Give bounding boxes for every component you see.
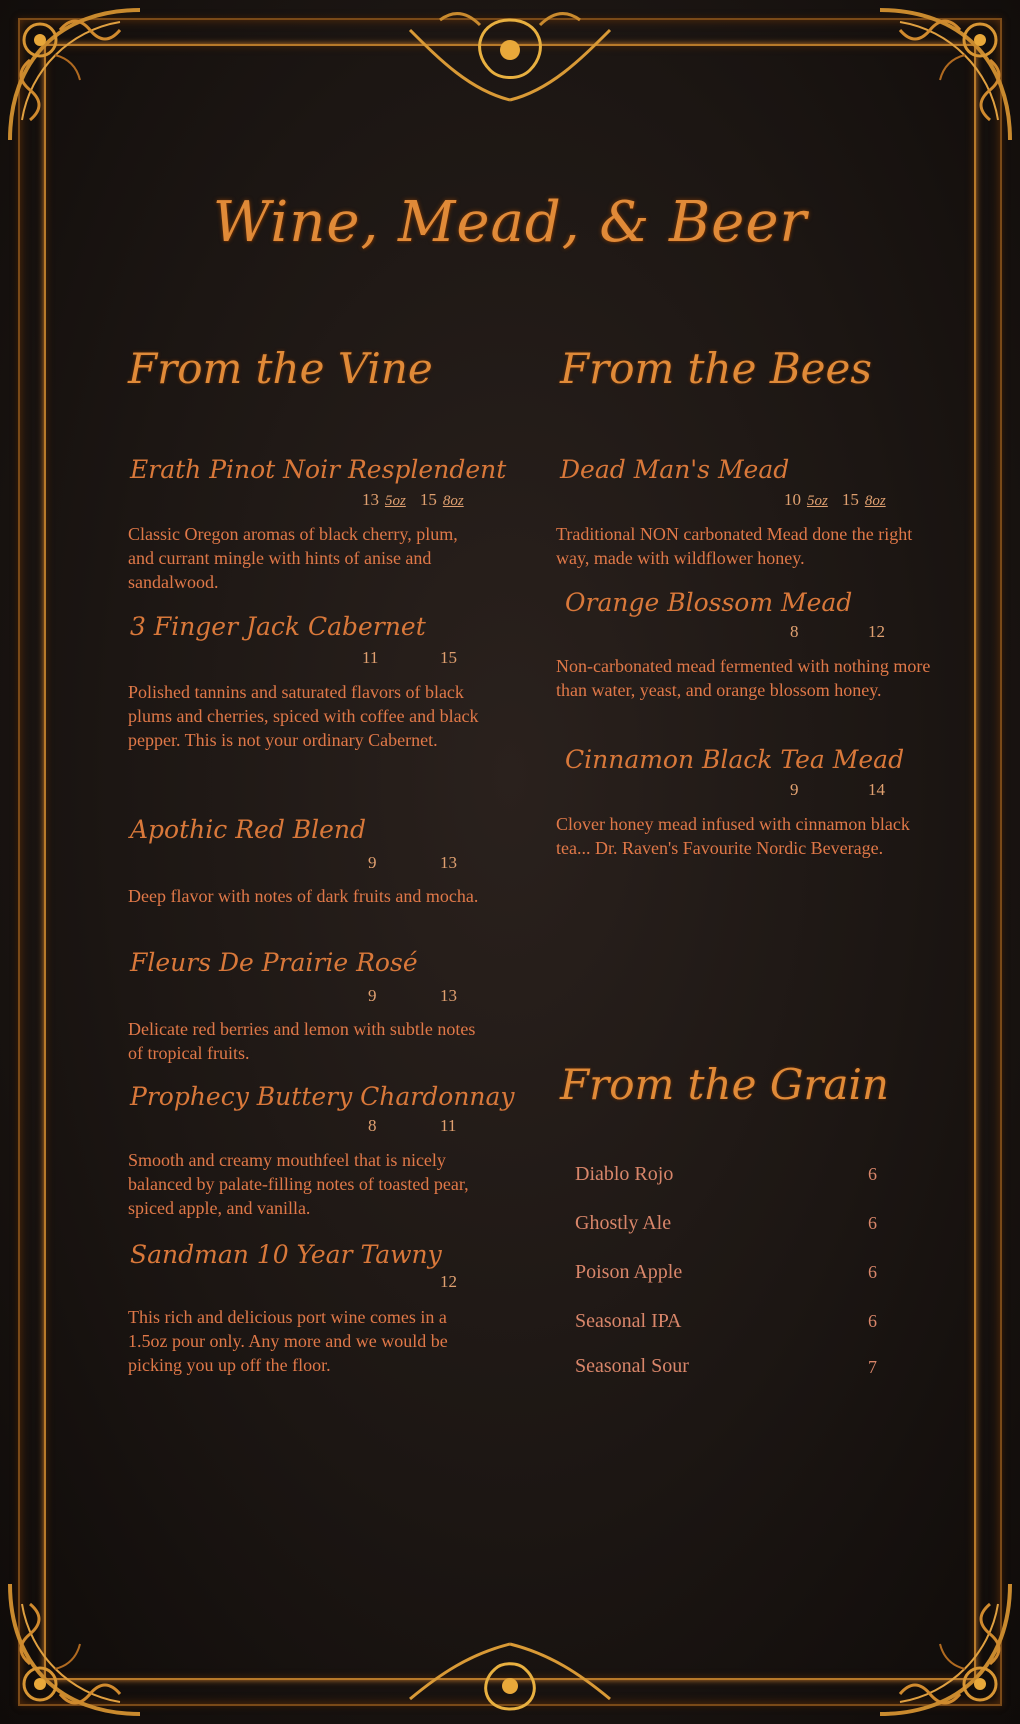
beer-price: 7 [868, 1357, 877, 1377]
item-description: Deep flavor with notes of dark fruits and mocha. [128, 886, 479, 906]
item-name: Fleurs De Prairie Rosé [130, 948, 418, 977]
price-large: 15 [419, 490, 437, 509]
corner-ornament-icon [870, 0, 1020, 150]
size-large: 8oz [442, 493, 464, 509]
beer-price: 6 [868, 1164, 877, 1184]
price-small: 13 [362, 490, 379, 509]
item-description: Smooth and creamy mouthfeel that is nicely balanced by palate-filling notes of toasted pear, spiced apple, and vanilla. [128, 1150, 469, 1218]
corner-ornament-icon [0, 1574, 150, 1724]
beer-name: Seasonal Sour [575, 1355, 689, 1377]
item-description: Clover honey mead infused with cinnamon black tea... Dr. Raven's Favourite Nordic Beverage. [556, 814, 910, 858]
price-large: 13 [440, 853, 457, 872]
price-large: 11 [440, 1116, 457, 1135]
price-large: 15 [841, 490, 859, 509]
beer-name: Diablo Rojo [575, 1163, 674, 1185]
price-large: 12 [440, 1272, 457, 1291]
corner-ornament-icon [870, 1574, 1020, 1724]
section-heading-grain: From the Grain [560, 1060, 889, 1109]
beer-name: Ghostly Ale [575, 1212, 672, 1234]
item-name: 3 Finger Jack Cabernet [130, 612, 426, 641]
menu-title: Wine, Mead, & Beer [212, 190, 808, 255]
price-small: 8 [368, 1116, 377, 1135]
item-name: Erath Pinot Noir Resplendent [130, 455, 507, 484]
item-description: Classic Oregon aromas of black cherry, plum, and currant mingle with hints of anise and sandalwood. [128, 524, 458, 592]
item-price [362, 490, 478, 510]
beer-name: Poison Apple [575, 1261, 683, 1283]
crest-ornament-icon [400, 0, 620, 110]
outer-border [18, 18, 1002, 1706]
item-price [784, 490, 900, 510]
price-small: 11 [362, 648, 379, 667]
corner-ornament-icon [0, 0, 150, 150]
item-name: Sandman 10 Year Tawny [130, 1240, 442, 1269]
item-description: Delicate red berries and lemon with subtle notes of tropical fruits. [128, 1019, 476, 1063]
size-small: 5oz [385, 493, 406, 509]
crest-ornament-icon [400, 1634, 620, 1724]
beer-price: 6 [868, 1262, 877, 1282]
item-description: Polished tannins and saturated flavors of black plums and cherries, spiced with coffee and black pepper. This is not your ordinary Cabernet. [128, 682, 479, 750]
price-small: 8 [790, 622, 799, 641]
size-small: 5oz [807, 493, 828, 509]
item-name: Orange Blossom Mead [565, 588, 853, 617]
section-heading-vine: From the Vine [128, 344, 433, 393]
section-heading-bees: From the Bees [560, 344, 872, 393]
beer-price: 6 [868, 1213, 877, 1233]
price-small: 9 [790, 780, 799, 799]
price-small: 10 [784, 490, 801, 509]
item-description: This rich and delicious port wine comes in a 1.5oz pour only. Any more and we would be picking you up off the floor. [128, 1307, 448, 1375]
beer-name: Seasonal IPA [575, 1310, 682, 1332]
item-name: Prophecy Buttery Chardonnay [130, 1082, 515, 1111]
item-description: Non-carbonated mead fermented with nothing more than water, yeast, and orange blossom honey. [556, 656, 931, 700]
item-description: Traditional NON carbonated Mead done the right way, made with wildflower honey. [556, 524, 913, 568]
beer-price: 6 [868, 1311, 877, 1331]
item-name: Apothic Red Blend [130, 815, 367, 844]
price-large: 14 [868, 780, 885, 799]
item-name: Cinnamon Black Tea Mead [565, 745, 905, 774]
item-name: Dead Man's Mead [560, 455, 790, 484]
inner-border [44, 44, 976, 1680]
price-small: 9 [368, 853, 377, 872]
price-small: 9 [368, 986, 377, 1005]
price-large: 13 [440, 986, 457, 1005]
price-large: 12 [868, 622, 885, 641]
size-large: 8oz [864, 493, 886, 509]
price-large: 15 [440, 648, 457, 667]
